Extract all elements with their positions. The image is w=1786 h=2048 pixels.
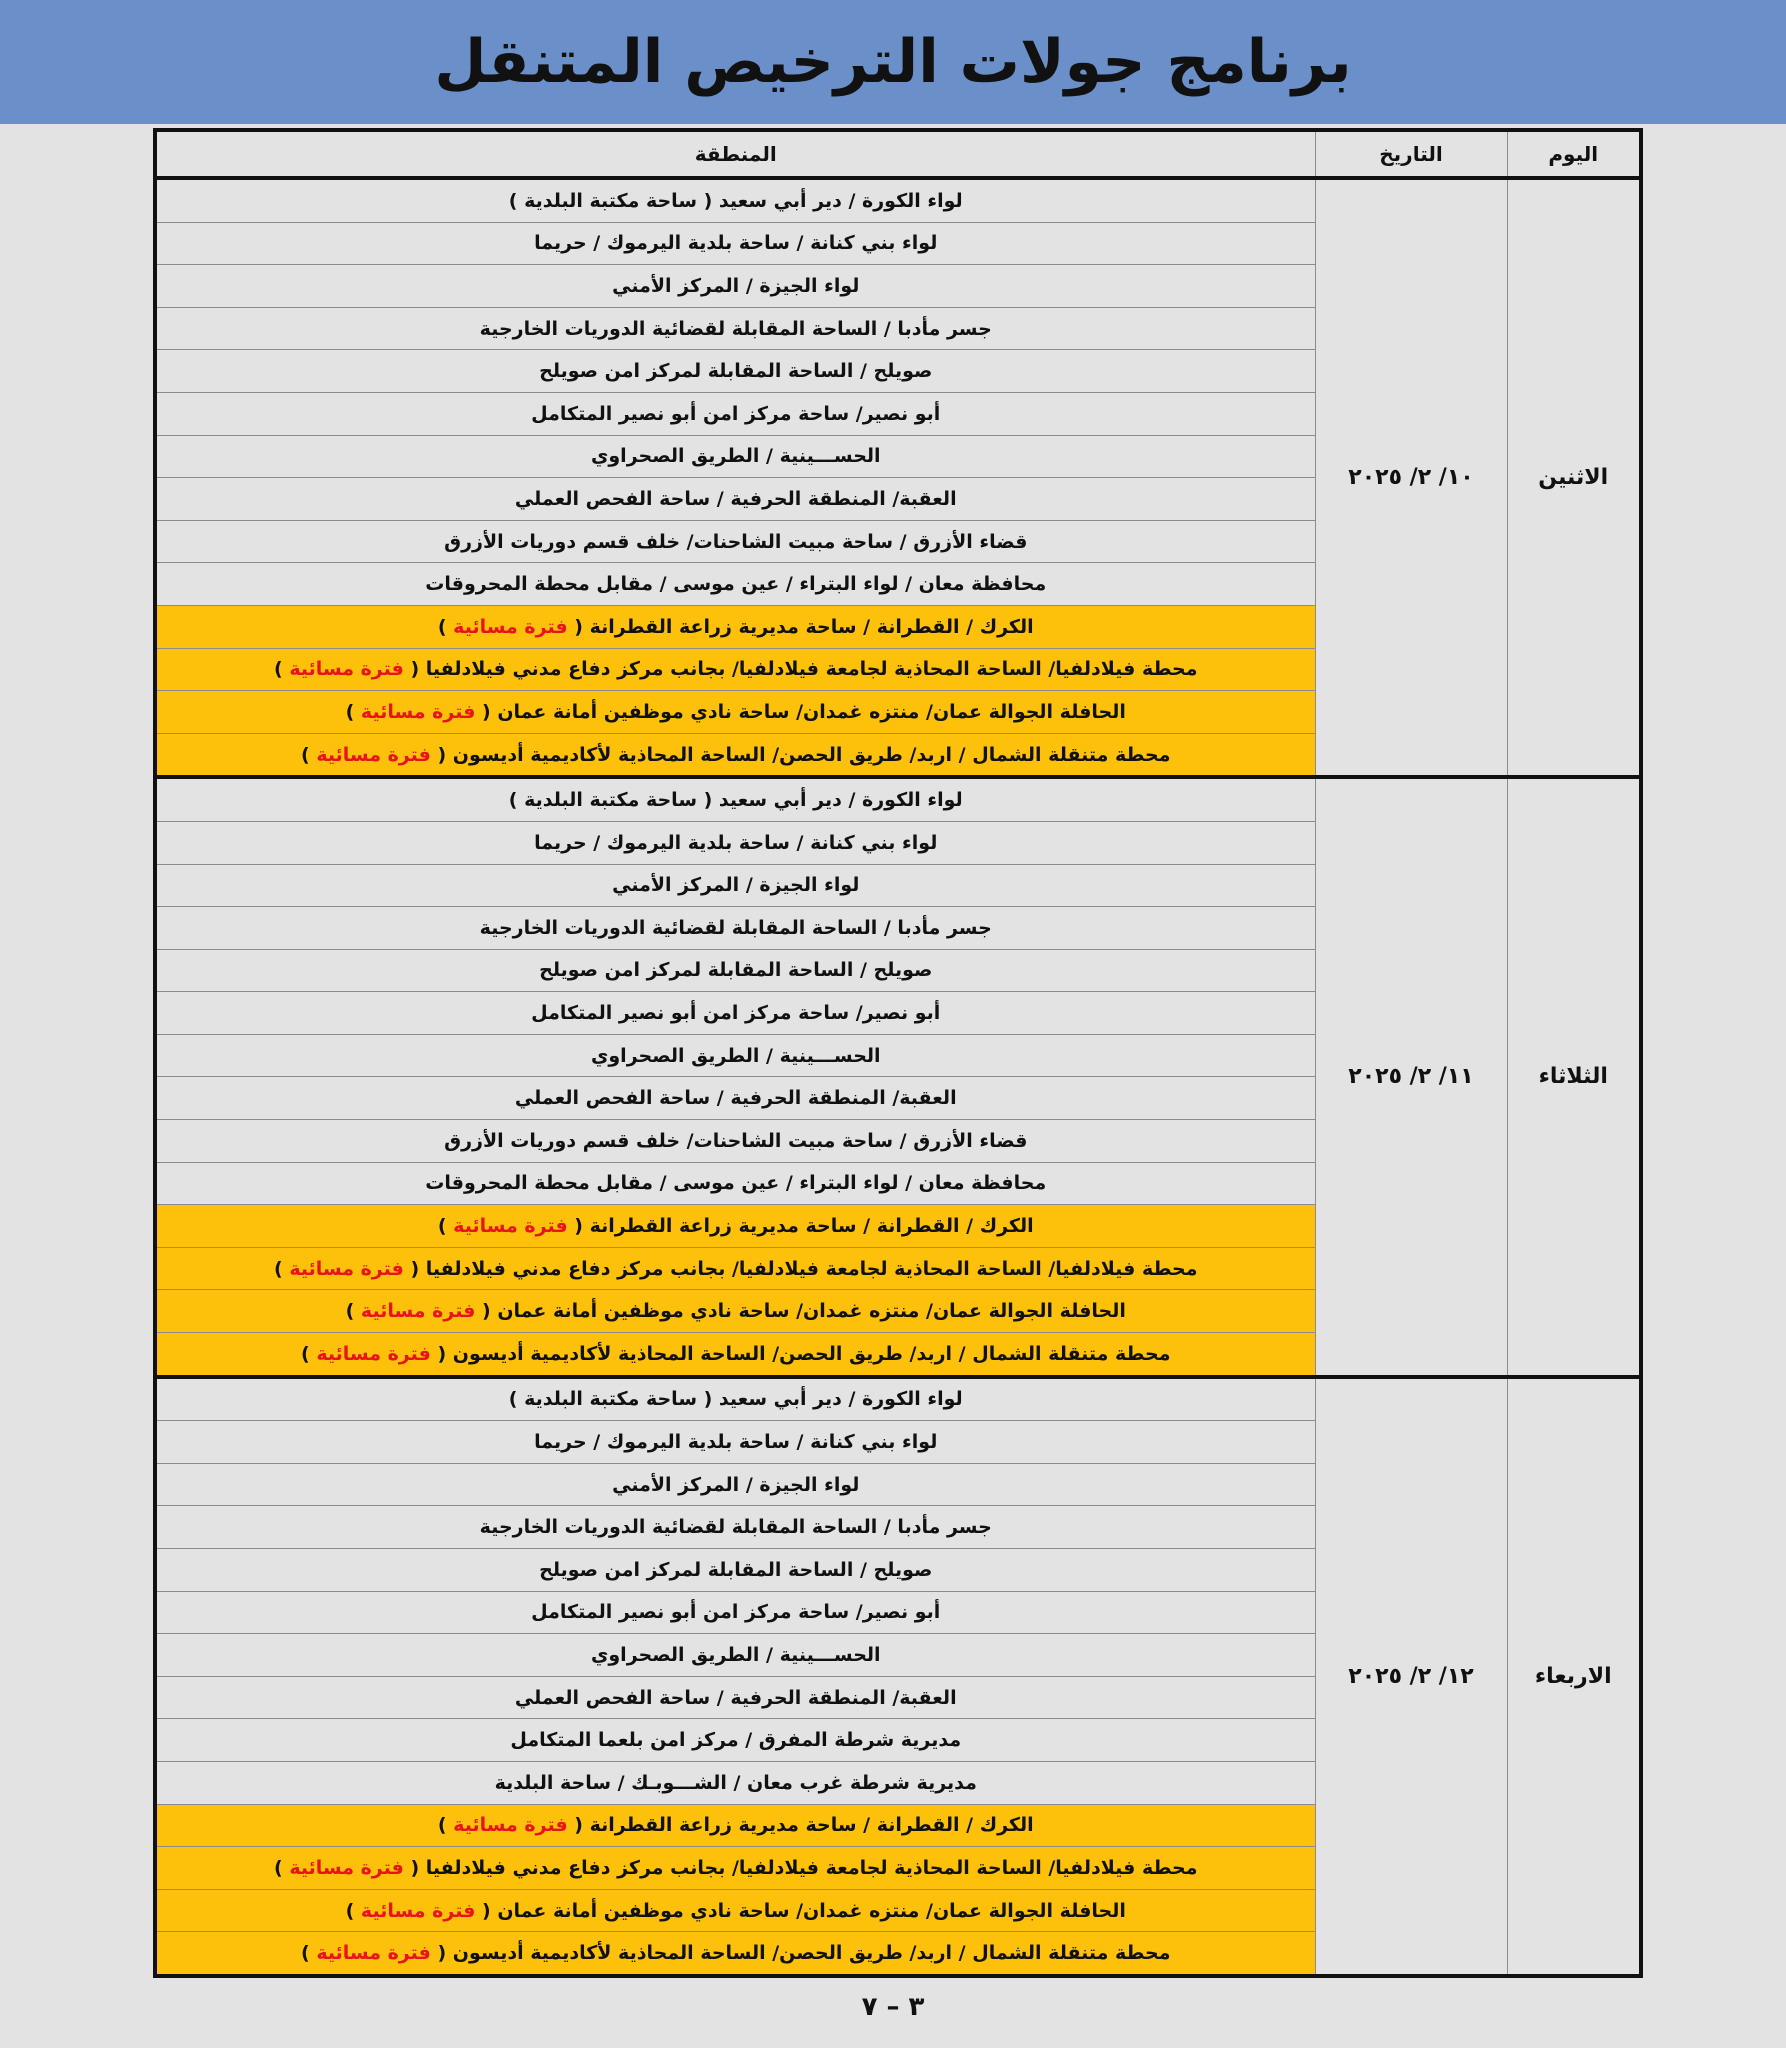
area-text: محطة متنقلة الشمال / اربد/ طريق الحصن/ الساحة المحاذية لأكاديمية أديسون ( <box>437 743 1171 766</box>
date-cell: ١١/ ٢/ ٢٠٢٥ <box>1315 777 1507 1376</box>
area-cell <box>155 1077 1315 1120</box>
closing-paren: ) <box>437 1814 454 1837</box>
area-cell <box>155 1162 1315 1205</box>
schedule-table <box>153 128 1643 1978</box>
area-cell <box>155 1676 1315 1719</box>
area-cell <box>155 1549 1315 1592</box>
area-text: لواء الكورة / دير أبي سعيد ( ساحة مكتبة البلدية ) <box>508 1388 963 1411</box>
area-text: أبو نصير/ ساحة مركز امن أبو نصير المتكامل <box>531 1601 941 1624</box>
area-cell <box>155 777 1315 821</box>
schedule-body <box>155 178 1641 1976</box>
area-cell <box>155 821 1315 864</box>
area-text: أبو نصير/ ساحة مركز امن أبو نصير المتكامل <box>531 1002 941 1025</box>
area-cell <box>155 178 1315 222</box>
area-cell <box>155 435 1315 478</box>
area-text: محطة متنقلة الشمال / اربد/ طريق الحصن/ الساحة المحاذية لأكاديمية أديسون ( <box>437 1942 1171 1965</box>
area-cell <box>155 1290 1315 1333</box>
area-text: الحســـينية / الطريق الصحراوي <box>590 445 881 468</box>
area-cell <box>155 1719 1315 1762</box>
evening-period-note: فترة مسائية <box>316 1942 431 1965</box>
area-text: الكرك / القطرانة / ساحة مديرية زراعة القطرانة ( <box>574 1814 1034 1837</box>
area-cell <box>155 1761 1315 1804</box>
closing-paren: ) <box>345 1300 361 1323</box>
evening-period-note: فترة مسائية <box>360 1899 476 1922</box>
title-banner <box>0 0 1786 124</box>
area-text: محافظة معان / لواء البتراء / عين موسى / مقابل محطة المحروقات <box>425 573 1047 596</box>
column-header-area: المنطقة <box>155 130 1315 178</box>
closing-paren: ) <box>301 743 317 766</box>
closing-paren: ) <box>274 1257 290 1280</box>
area-cell <box>155 907 1315 950</box>
date-cell: ١٢/ ٢/ ٢٠٢٥ <box>1315 1377 1507 1976</box>
area-text: صويلح / الساحة المقابلة لمركز امن صويلح <box>539 959 933 982</box>
area-text: لواء الجيزة / المركز الأمني <box>612 874 860 897</box>
area-text: صويلح / الساحة المقابلة لمركز امن صويلح <box>539 360 933 383</box>
area-text: قضاء الأزرق / ساحة مبيت الشاحنات/ خلف قسم دوريات الأزرق <box>444 530 1028 553</box>
area-cell <box>155 1847 1315 1890</box>
page-number: ٣ – ٧ <box>861 1992 925 2022</box>
closing-paren: ) <box>437 615 454 638</box>
area-cell <box>155 350 1315 393</box>
area-text: الكرك / القطرانة / ساحة مديرية زراعة القطرانة ( <box>574 1215 1034 1238</box>
evening-period-note: فترة مسائية <box>316 743 431 766</box>
area-text: الحافلة الجوالة عمان/ منتزه غمدان/ ساحة نادي موظفين أمانة عمان ( <box>482 700 1126 723</box>
area-text: جسر مأدبا / الساحة المقابلة لقضائية الدوريات الخارجية <box>479 317 992 340</box>
area-cell <box>155 949 1315 992</box>
area-cell <box>155 307 1315 350</box>
area-cell <box>155 1247 1315 1290</box>
area-cell <box>155 1463 1315 1506</box>
evening-period-note: فترة مسائية <box>453 1215 568 1238</box>
column-header-day: اليوم <box>1507 130 1641 178</box>
area-cell <box>155 648 1315 691</box>
area-text: الحافلة الجوالة عمان/ منتزه غمدان/ ساحة نادي موظفين أمانة عمان ( <box>482 1899 1126 1922</box>
closing-paren: ) <box>345 700 361 723</box>
area-cell <box>155 1591 1315 1634</box>
area-cell <box>155 1506 1315 1549</box>
area-cell <box>155 222 1315 265</box>
area-cell <box>155 520 1315 563</box>
column-header-date: التاريخ <box>1315 130 1507 178</box>
closing-paren: ) <box>274 1856 290 1879</box>
table-header-row <box>155 130 1641 178</box>
closing-paren: ) <box>345 1899 361 1922</box>
day-cell: الاثنين <box>1507 178 1641 777</box>
area-text: الحســـينية / الطريق الصحراوي <box>590 1643 881 1666</box>
area-text: قضاء الأزرق / ساحة مبيت الشاحنات/ خلف قسم دوريات الأزرق <box>444 1129 1028 1152</box>
area-cell <box>155 1932 1315 1976</box>
area-text: لواء الكورة / دير أبي سعيد ( ساحة مكتبة البلدية ) <box>508 789 963 812</box>
evening-period-note: فترة مسائية <box>289 1257 404 1280</box>
area-text: جسر مأدبا / الساحة المقابلة لقضائية الدوريات الخارجية <box>479 916 992 939</box>
closing-paren: ) <box>437 1215 454 1238</box>
closing-paren: ) <box>301 1942 317 1965</box>
evening-period-note: فترة مسائية <box>360 1300 476 1323</box>
area-cell <box>155 1205 1315 1248</box>
area-cell <box>155 1120 1315 1163</box>
area-cell <box>155 563 1315 606</box>
evening-period-note: فترة مسائية <box>289 1856 404 1879</box>
area-cell <box>155 1421 1315 1464</box>
area-text: محطة فيلادلفيا/ الساحة المحاذية لجامعة فيلادلفيا/ بجانب مركز دفاع مدني فيلادلفيا ( <box>410 1257 1198 1280</box>
day-cell: الثلاثاء <box>1507 777 1641 1376</box>
table-row <box>155 1377 1641 1421</box>
area-text: العقبة/ المنطقة الحرفية / ساحة الفحص العملي <box>514 487 957 510</box>
area-text: محطة متنقلة الشمال / اربد/ طريق الحصن/ الساحة المحاذية لأكاديمية أديسون ( <box>437 1342 1171 1365</box>
area-cell <box>155 1889 1315 1932</box>
evening-period-note: فترة مسائية <box>316 1342 431 1365</box>
area-text: محطة فيلادلفيا/ الساحة المحاذية لجامعة فيلادلفيا/ بجانب مركز دفاع مدني فيلادلفيا ( <box>410 658 1198 681</box>
area-text: محطة فيلادلفيا/ الساحة المحاذية لجامعة فيلادلفيا/ بجانب مركز دفاع مدني فيلادلفيا ( <box>410 1856 1198 1879</box>
area-text: مديرية شرطة المفرق / مركز امن بلعما المتكامل <box>510 1729 962 1752</box>
area-text: أبو نصير/ ساحة مركز امن أبو نصير المتكامل <box>531 402 941 425</box>
day-cell: الاربعاء <box>1507 1377 1641 1976</box>
area-cell <box>155 1804 1315 1847</box>
area-cell <box>155 691 1315 734</box>
evening-period-note: فترة مسائية <box>360 700 476 723</box>
area-text: جسر مأدبا / الساحة المقابلة لقضائية الدوريات الخارجية <box>479 1516 992 1539</box>
area-text: صويلح / الساحة المقابلة لمركز امن صويلح <box>539 1558 933 1581</box>
area-cell <box>155 1333 1315 1377</box>
closing-paren: ) <box>301 1342 317 1365</box>
area-text: لواء بني كنانة / ساحة بلدية اليرموك / حريما <box>534 831 938 854</box>
area-text: محافظة معان / لواء البتراء / عين موسى / مقابل محطة المحروقات <box>425 1172 1047 1195</box>
area-text: الكرك / القطرانة / ساحة مديرية زراعة القطرانة ( <box>574 615 1034 638</box>
evening-period-note: فترة مسائية <box>453 615 568 638</box>
area-cell <box>155 992 1315 1035</box>
area-text: مديرية شرطة غرب معان / الشـــوبـك / ساحة البلدية <box>494 1771 977 1794</box>
area-text: لواء الجيزة / المركز الأمني <box>612 274 860 297</box>
area-cell <box>155 265 1315 308</box>
area-text: العقبة/ المنطقة الحرفية / ساحة الفحص العملي <box>514 1087 957 1110</box>
area-text: الحافلة الجوالة عمان/ منتزه غمدان/ ساحة نادي موظفين أمانة عمان ( <box>482 1300 1126 1323</box>
area-cell <box>155 1377 1315 1421</box>
page-title: برنامج جولات الترخيص المتنقل <box>434 27 1352 97</box>
table-row <box>155 777 1641 821</box>
area-text: العقبة/ المنطقة الحرفية / ساحة الفحص العملي <box>514 1686 957 1709</box>
area-cell <box>155 1034 1315 1077</box>
table-row <box>155 178 1641 222</box>
area-text: لواء الجيزة / المركز الأمني <box>612 1473 860 1496</box>
area-text: لواء بني كنانة / ساحة بلدية اليرموك / حريما <box>534 1431 938 1454</box>
date-cell: ١٠/ ٢/ ٢٠٢٥ <box>1315 178 1507 777</box>
evening-period-note: فترة مسائية <box>453 1814 568 1837</box>
area-text: الحســـينية / الطريق الصحراوي <box>590 1044 881 1067</box>
area-cell <box>155 864 1315 907</box>
area-cell <box>155 478 1315 521</box>
area-cell <box>155 392 1315 435</box>
area-cell <box>155 605 1315 648</box>
area-cell <box>155 733 1315 777</box>
area-cell <box>155 1634 1315 1677</box>
closing-paren: ) <box>274 658 290 681</box>
area-text: لواء الكورة / دير أبي سعيد ( ساحة مكتبة البلدية ) <box>508 189 963 212</box>
evening-period-note: فترة مسائية <box>289 658 404 681</box>
area-text: لواء بني كنانة / ساحة بلدية اليرموك / حريما <box>534 232 938 255</box>
